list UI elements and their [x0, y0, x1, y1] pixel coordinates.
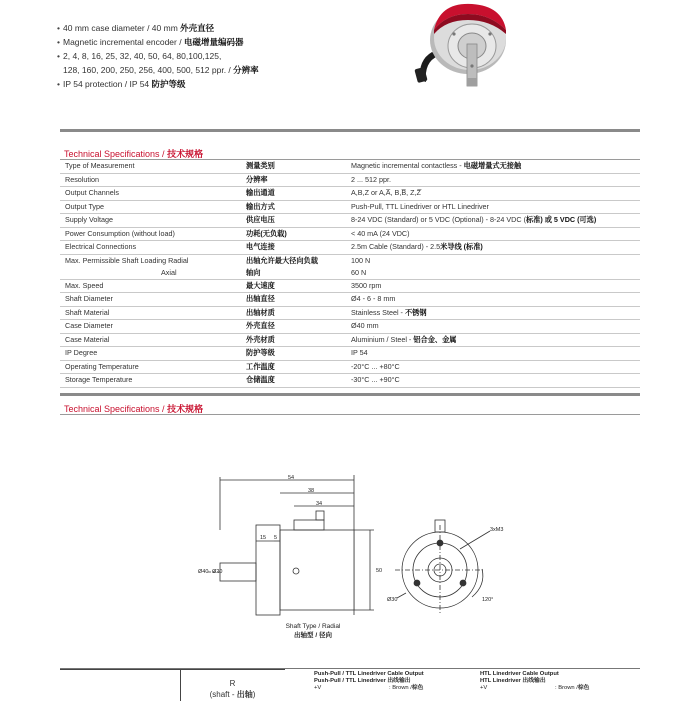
spec-value: 3500 rpm [346, 279, 640, 293]
spec-label-cn: 出轴允许最大径向负载 轴向 [241, 254, 346, 279]
spec-label-en: Output Type [60, 200, 241, 214]
spec-label-en: Case Material [60, 333, 241, 347]
shaft-code-desc: (shaft - 出轴) [209, 690, 256, 699]
feature-item: • 2, 4, 8, 16, 25, 32, 40, 50, 64, 80,100,125, [57, 49, 397, 63]
spec-row [60, 187, 640, 201]
spec-label-en: Case Diameter [60, 320, 241, 334]
spec-label-cn: 功耗(无负载) [241, 227, 346, 241]
dim-5: 5 [274, 535, 278, 541]
spec-value: A,B,Z or A,A̅, B,B̅, Z,Z̅ [346, 187, 640, 201]
spec-label-en: Storage Temperature [60, 374, 241, 388]
spec-label-en: Max. Permissible Shaft Loading Radial Axial [60, 254, 241, 279]
spec-row [60, 293, 640, 307]
cable-output-push-pull: Push-Pull / TTL Linedriver Cable Output Push-Pull / TTL Linedriver 出线输出 +V : Brown / 棕色 [314, 671, 424, 691]
spec-row [60, 214, 640, 228]
spec-label-en: Shaft Material [60, 306, 241, 320]
spec-row [60, 347, 640, 361]
spec-row [60, 374, 640, 388]
spec-label-en: Operating Temperature [60, 360, 241, 374]
spec-value: 2 ... 512 ppr. [346, 173, 640, 187]
spec-row [60, 160, 640, 173]
dim-3xm3: 3xM3 [490, 527, 504, 533]
section-divider [60, 393, 640, 396]
feature-item: • 40 mm case diameter / 40 mm 外壳直径 [57, 21, 397, 35]
spec-label-cn: 最大速度 [241, 279, 346, 293]
spec-row [60, 173, 640, 187]
spec-row [60, 200, 640, 214]
spec-row [60, 360, 640, 374]
spec-label-cn: 工作温度 [241, 360, 346, 374]
spec-label-en: Electrical Connections [60, 241, 241, 255]
dim-50: 50 [376, 568, 383, 574]
spec-value: 8-24 VDC (Standard) or 5 VDC (Optional) - 8-24 VDC (标准) 或 5 VDC (可选) [346, 214, 640, 228]
spec-label-cn: 电气连接 [241, 241, 346, 255]
dim-d20: Ø20 [212, 569, 223, 575]
spec-label-en: IP Degree [60, 347, 241, 361]
feature-list [57, 21, 397, 91]
spec-label-cn: 分辨率 [241, 173, 346, 187]
spec-value: Stainless Steel - 不锈钢 [346, 306, 640, 320]
spec-label-cn: 供应电压 [241, 214, 346, 228]
spec-title: Technical Specifications / 技术规格 [64, 149, 204, 159]
spec-title-repeat: Technical Specifications / 技术规格 [64, 404, 204, 414]
spec-label-cn: 测量类别 [241, 160, 346, 173]
spec-label-en: Supply Voltage [60, 214, 241, 228]
dim-d30: Ø30 [387, 597, 398, 603]
dim-38: 38 [308, 488, 315, 494]
feature-item-continuation: 128, 160, 200, 250, 256, 400, 500, 512 ppr. / 分辨率 [63, 65, 259, 75]
spec-row [60, 306, 640, 320]
spec-header-rule [60, 414, 640, 415]
spec-label-en: Resolution [60, 173, 241, 187]
cable-output-htl: HTL Linedriver Cable Output HTL Linedriver 出线输出 +V : Brown / 棕色 [480, 671, 590, 691]
dim-54: 54 [288, 475, 295, 481]
spec-label-en: Max. Speed [60, 279, 241, 293]
spec-row [60, 320, 640, 334]
spec-label-cn: 出轴材质 [241, 306, 346, 320]
spec-label-cn: 输出方式 [241, 200, 346, 214]
spec-value: Ø4 - 6 - 8 mm [346, 293, 640, 307]
spec-value: Magnetic incremental contactless - 电磁增量式无接触 [346, 160, 640, 173]
spec-value: -20°C ... +80°C [346, 360, 640, 374]
spec-value: Ø40 mm [346, 320, 640, 334]
spec-row [60, 279, 640, 293]
spec-label-cn: 出轴直径 [241, 293, 346, 307]
feature-item: • Magnetic incremental encoder / 电磁增量编码器 [57, 35, 397, 49]
spec-label-cn: 外壳直径 [241, 320, 346, 334]
shaft-code: R [229, 679, 236, 688]
dim-angle: 120° [482, 597, 494, 603]
spec-value: Push-Pull, TTL Linedriver or HTL Linedriver [346, 200, 640, 214]
spec-row [60, 254, 640, 279]
dim-d40: Ø40 [198, 569, 209, 575]
spec-table [60, 160, 640, 388]
spec-label-en: Output Channels [60, 187, 241, 201]
shaft-type-box [60, 669, 285, 701]
spec-value: -30°C ... +90°C [346, 374, 640, 388]
spec-label-en: Shaft Diameter [60, 293, 241, 307]
spec-label-cn: 防护等级 [241, 347, 346, 361]
spec-row [60, 333, 640, 347]
section-divider [60, 129, 640, 132]
spec-label-cn: 外壳材质 [241, 333, 346, 347]
spec-value: 100 N 60 N [346, 254, 640, 279]
spec-value: Aluminium / Steel - 铝合金、金属 [346, 333, 640, 347]
spec-row [60, 227, 640, 241]
dimension-drawing [190, 465, 520, 645]
drawing-caption: Shaft Type / Radial 出轴型 / 径向 [285, 623, 341, 639]
spec-row [60, 241, 640, 255]
dim-34: 34 [316, 501, 323, 507]
spec-value: < 40 mA (24 VDC) [346, 227, 640, 241]
spec-value: IP 54 [346, 347, 640, 361]
feature-item: • IP 54 protection / IP 54 防护等级 [57, 77, 397, 91]
spec-label-en: Power Consumption (without load) [60, 227, 241, 241]
spec-value: 2.5m Cable (Standard) - 2.5米导线 (标准) [346, 241, 640, 255]
spec-label-cn: 仓储温度 [241, 374, 346, 388]
dim-15: 15 [260, 535, 267, 541]
spec-label-en: Type of Measurement [60, 160, 241, 173]
encoder-product-image [410, 0, 515, 105]
spec-label-cn: 输出通道 [241, 187, 346, 201]
